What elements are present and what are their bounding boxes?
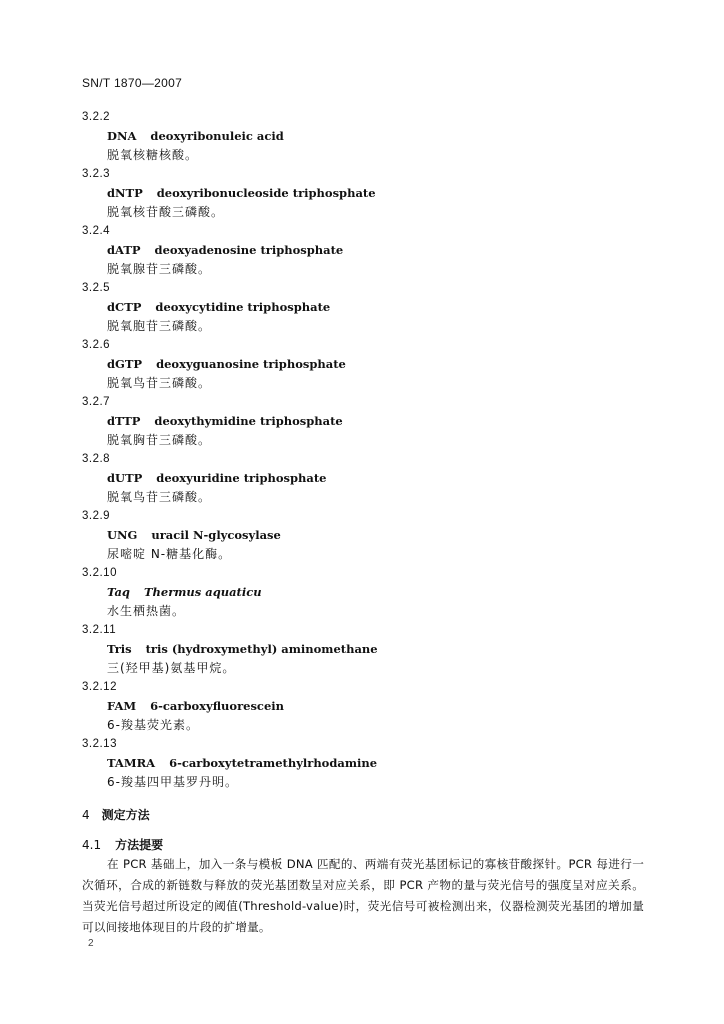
entry-abbreviation: UNG: [107, 528, 138, 542]
document-id-header: SN/T 1870—2007: [82, 76, 183, 90]
page-number: 2: [88, 938, 94, 949]
abbreviation-entry: [82, 108, 662, 165]
entry-number: 3.2.11: [82, 624, 117, 636]
entry-chinese-name: 脱氧核苷酸三磷酸。: [107, 205, 225, 219]
entry-abbreviation: dTTP: [107, 414, 141, 428]
entry-chinese-name: 水生栖热菌。: [107, 604, 186, 618]
abbreviation-list: [82, 108, 662, 792]
entry-chinese-name: 脱氧胞苷三磷酸。: [107, 319, 212, 333]
entry-number: 3.2.10: [82, 567, 117, 579]
entry-term: [107, 526, 662, 545]
entry-full-name: deoxyribonuleic acid: [150, 129, 284, 143]
abbreviation-entry: [82, 393, 662, 450]
entry-full-name: uracil N-glycosylase: [151, 528, 281, 542]
abbreviation-entry: [82, 735, 662, 792]
entry-number: 3.2.8: [82, 453, 111, 465]
entry-term: [107, 241, 662, 260]
entry-chinese-name: 脱氧鸟苷三磷酸。: [107, 490, 212, 504]
section-4-heading: [82, 806, 150, 823]
entry-full-name: Thermus aquaticu: [143, 585, 262, 599]
entry-term: [107, 640, 662, 659]
entry-chinese-name: 尿嘧啶 N-糖基化酶。: [107, 547, 232, 561]
entry-abbreviation: DNA: [107, 129, 137, 143]
entry-abbreviation: dCTP: [107, 300, 142, 314]
section-4-1-title: 方法提要: [115, 838, 164, 852]
entry-full-name: 6-carboxytetramethylrhodamine: [169, 756, 378, 770]
entry-full-name: deoxyadenosine triphosphate: [154, 243, 344, 257]
entry-term: [107, 583, 662, 602]
entry-number: 3.2.9: [82, 510, 111, 522]
entry-number: 3.2.6: [82, 339, 111, 351]
entry-abbreviation: TAMRA: [107, 756, 156, 770]
entry-term: [107, 754, 662, 773]
abbreviation-entry: [82, 678, 662, 735]
entry-full-name: deoxythymidine triphosphate: [154, 414, 343, 428]
entry-chinese-name: 6-羧基四甲基罗丹明。: [107, 775, 238, 789]
entry-term: [107, 298, 662, 317]
entry-number: 3.2.13: [82, 738, 117, 750]
entry-number: 3.2.5: [82, 282, 111, 294]
entry-full-name: 6-carboxyfluorescein: [150, 699, 284, 713]
entry-number: 3.2.4: [82, 225, 111, 237]
entry-full-name: deoxycytidine triphosphate: [155, 300, 331, 314]
entry-full-name: tris (hydroxymethyl) aminomethane: [145, 642, 378, 656]
section-4-number: 4: [82, 808, 90, 822]
entry-full-name: deoxyuridine triphosphate: [156, 471, 327, 485]
entry-abbreviation: Tris: [107, 642, 132, 656]
entry-term: [107, 412, 662, 431]
entry-number: 3.2.7: [82, 396, 111, 408]
entry-abbreviation: Taq: [107, 585, 130, 599]
abbreviation-entry: [82, 507, 662, 564]
abbreviation-entry: [82, 564, 662, 621]
entry-abbreviation: dNTP: [107, 186, 143, 200]
entry-chinese-name: 三(羟甲基)氨基甲烷。: [107, 661, 236, 675]
abbreviation-entry: [82, 621, 662, 678]
abbreviation-entry: [82, 222, 662, 279]
section-4-1-number: 4.1: [82, 838, 102, 852]
method-summary-paragraph: 在 PCR 基础上，加入一条与模板 DNA 匹配的、两端有荧光基团标记的寡核苷酸探针。PCR 每进行一次循环，合成的新链数与释放的荧光基团数呈对应关系，即 PCR 产物的量与荧光信号的强度呈对应关系。当荧光信号超过所设定的阈值(Threshold-value)时，荧光信号可被检测出来，仪器检测荧光基团的增加量可以间接地体现目的片段的扩增量。: [82, 857, 644, 934]
abbreviation-entry: [82, 165, 662, 222]
entry-term: [107, 355, 662, 374]
entry-term: [107, 184, 662, 203]
entry-full-name: deoxyribonucleoside triphosphate: [156, 186, 376, 200]
entry-chinese-name: 脱氧鸟苷三磷酸。: [107, 376, 212, 390]
entry-full-name: deoxyguanosine triphosphate: [156, 357, 346, 371]
section-4-1-heading: [82, 836, 163, 853]
entry-abbreviation: dUTP: [107, 471, 143, 485]
entry-chinese-name: 6-羧基荧光素。: [107, 718, 199, 732]
entry-chinese-name: 脱氧胸苷三磷酸。: [107, 433, 212, 447]
entry-term: [107, 469, 662, 488]
section-4-title: 测定方法: [101, 808, 150, 822]
entry-number: 3.2.12: [82, 681, 117, 693]
entry-abbreviation: dATP: [107, 243, 141, 257]
entry-abbreviation: FAM: [107, 699, 137, 713]
entry-chinese-name: 脱氧核糖核酸。: [107, 148, 199, 162]
entry-number: 3.2.3: [82, 168, 111, 180]
abbreviation-entry: [82, 336, 662, 393]
abbreviation-entry: [82, 279, 662, 336]
entry-number: 3.2.2: [82, 111, 111, 123]
entry-term: [107, 697, 662, 716]
entry-chinese-name: 脱氧腺苷三磷酸。: [107, 262, 212, 276]
abbreviation-entry: [82, 450, 662, 507]
entry-term: [107, 127, 662, 146]
entry-abbreviation: dGTP: [107, 357, 143, 371]
